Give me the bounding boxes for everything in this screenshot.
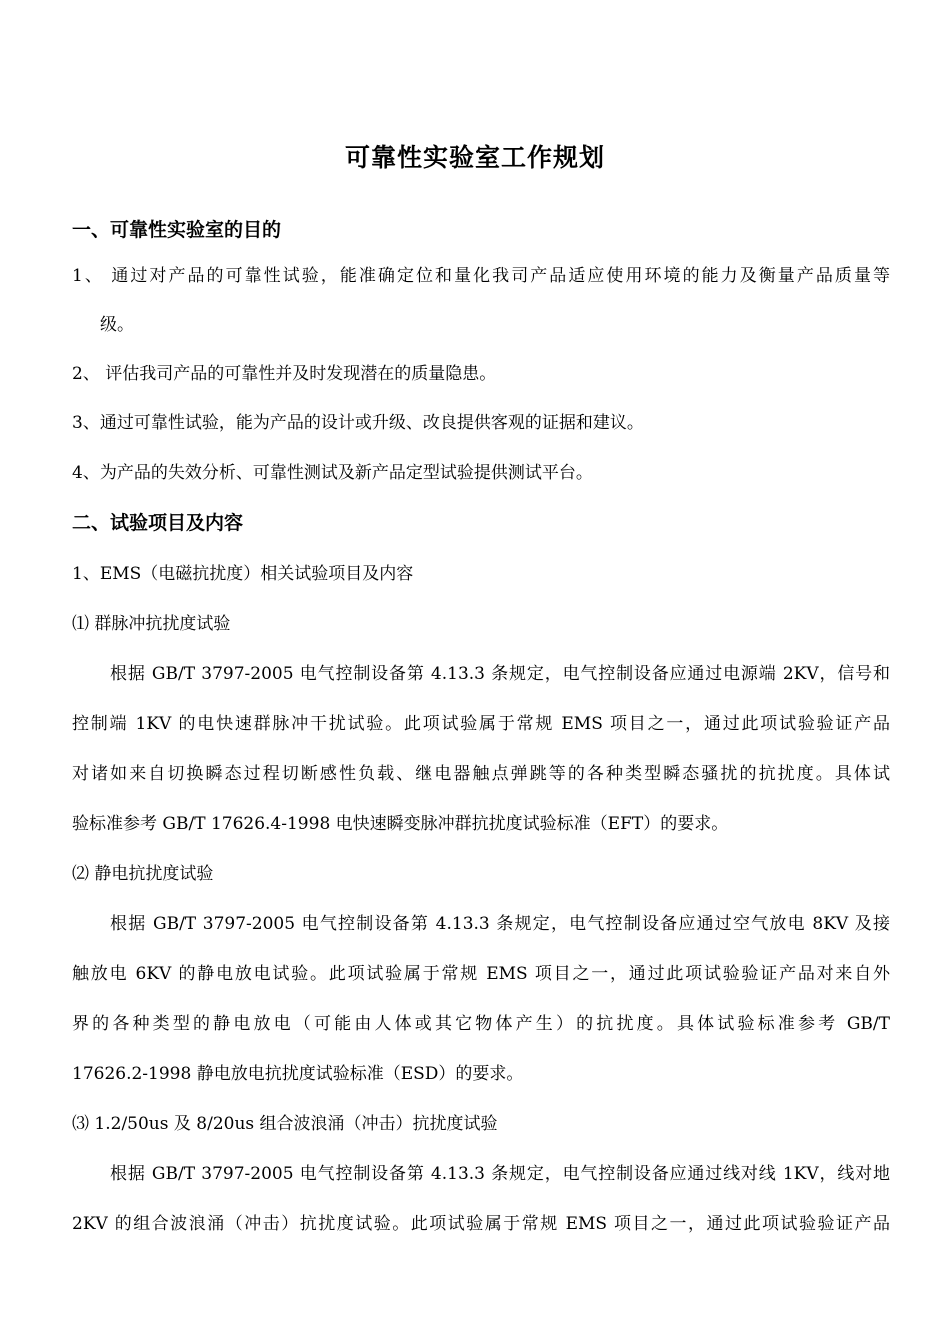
- test-paragraph-line: 根据 GB/T 3797-2005 电气控制设备第 4.13.3 条规定，电气控制设备应通过线对线 1KV，线对地: [110, 1164, 890, 1184]
- test-paragraph-line: 对诸如来自切换瞬态过程切断感性负载、继电器触点弹跳等的各种类型瞬态骚扰的抗扰度。具体试: [72, 764, 890, 784]
- purpose-item-2: 2、 评估我司产品的可靠性并及时发现潜在的质量隐患。: [72, 364, 497, 384]
- test-paragraph-line: 触放电 6KV 的静电放电试验。此项试验属于常规 EMS 项目之一，通过此项试验验证产品对来自外: [72, 964, 890, 984]
- test-paragraph-line: 界的各种类型的静电放电（可能由人体或其它物体产生）的抗扰度。具体试验标准参考 GB/T: [72, 1014, 890, 1034]
- purpose-item-4: 4、为产品的失效分析、可靠性测试及新产品定型试验提供测试平台。: [72, 463, 593, 483]
- test-item-title-eft: ⑴ 群脉冲抗扰度试验: [72, 614, 231, 634]
- test-item-title-esd: ⑵ 静电抗扰度试验: [72, 864, 214, 884]
- test-paragraph-line: 根据 GB/T 3797-2005 电气控制设备第 4.13.3 条规定，电气控制设备应通过电源端 2KV，信号和: [110, 664, 890, 684]
- section-heading-tests: 二、试验项目及内容: [72, 512, 244, 534]
- purpose-item-3: 3、通过可靠性试验，能为产品的设计或升级、改良提供客观的证据和建议。: [72, 413, 644, 433]
- section-heading-purpose: 一、可靠性实验室的目的: [72, 219, 282, 241]
- document-title: 可靠性实验室工作规划: [344, 143, 605, 172]
- subsection-ems: 1、EMS（电磁抗扰度）相关试验项目及内容: [72, 564, 414, 584]
- test-paragraph-line: 2KV 的组合波浪涌（冲击）抗扰度试验。此项试验属于常规 EMS 项目之一，通过此项试验验证产品: [72, 1214, 890, 1234]
- test-paragraph-line: 17626.2-1998 静电放电抗扰度试验标准（ESD）的要求。: [72, 1064, 524, 1084]
- purpose-item-1: 1、 通过对产品的可靠性试验，能准确定位和量化我司产品适应使用环境的能力及衡量产品质量等: [72, 266, 890, 286]
- purpose-item-1-cont: 级。: [100, 315, 134, 335]
- test-paragraph-line: 控制端 1KV 的电快速群脉冲干扰试验。此项试验属于常规 EMS 项目之一，通过此项试验验证产品: [72, 714, 890, 734]
- test-paragraph-line: 根据 GB/T 3797-2005 电气控制设备第 4.13.3 条规定，电气控制设备应通过空气放电 8KV 及接: [110, 914, 890, 934]
- test-item-title-surge: ⑶ 1.2/50us 及 8/20us 组合波浪涌（冲击）抗扰度试验: [72, 1114, 498, 1134]
- test-paragraph-line: 验标准参考 GB/T 17626.4-1998 电快速瞬变脉冲群抗扰度试验标准（EFT）的要求。: [72, 814, 729, 834]
